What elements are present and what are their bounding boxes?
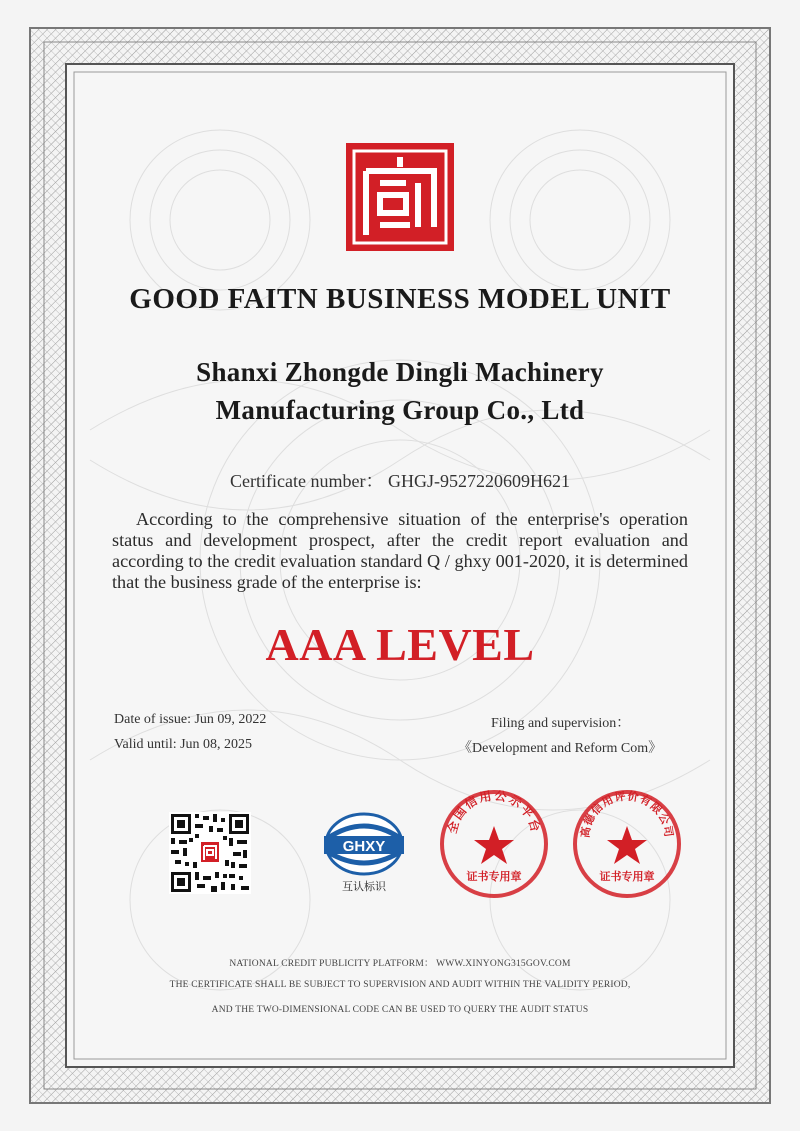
company-name-line1: Shanxi Zhongde Dingli Machinery	[196, 357, 604, 387]
seal2-bottom-text: 证书专用章	[599, 870, 655, 883]
seal1-bottom-text: 证书专用章	[466, 870, 522, 883]
filing-value: 《Development and Reform Com》	[458, 741, 663, 756]
company-name-line2: Manufacturing Group Co., Ltd	[215, 395, 585, 425]
credit-level: AAA LEVEL	[265, 619, 535, 670]
official-seal-icon	[438, 788, 550, 900]
seal1-arc-text: 全国信用公示平台	[444, 788, 544, 836]
ghxy-logo-icon	[318, 810, 410, 895]
ghxy-logo-text: GHXY	[342, 838, 386, 855]
certificate-body-text: According to the comprehensive situation of the enterprise's operation status and development prospect, after the credit report evaluation and according to the credit evaluation standard Q / ghxy 001-2020, it is determined that the business grade of the enterprise is:	[112, 509, 688, 592]
footer-line3: AND THE TWO-DIMENSIONAL CODE CAN BE USED TO QUERY THE AUDIT STATUS	[211, 1005, 589, 1015]
footer-platform: NATIONAL CREDIT PUBLICITY PLATFORM： WWW.XINYONG315GOV.COM	[229, 959, 571, 969]
seal2-arc-text: 高德信用评价有限公司	[578, 789, 676, 839]
qr-code-icon[interactable]	[169, 812, 251, 894]
ghxy-caption: 互认标识	[342, 880, 386, 893]
filing-label: Filing and supervision：	[491, 716, 631, 731]
certificate-title: GOOD FAITN BUSINESS MODEL UNIT	[129, 283, 671, 315]
date-of-issue: Date of issue: Jun 09, 2022	[114, 712, 267, 727]
certificate-logo-icon	[346, 143, 454, 251]
official-seal-icon	[571, 788, 683, 900]
footer-line2: THE CERTIFICATE SHALL BE SUBJECT TO SUPERVISION AND AUDIT WITHIN THE VALIDITY PERIOD,	[169, 980, 631, 990]
certificate-number: Certificate number： GHGJ-9527220609H621	[230, 471, 570, 491]
valid-until: Valid until: Jun 08, 2025	[114, 737, 253, 752]
